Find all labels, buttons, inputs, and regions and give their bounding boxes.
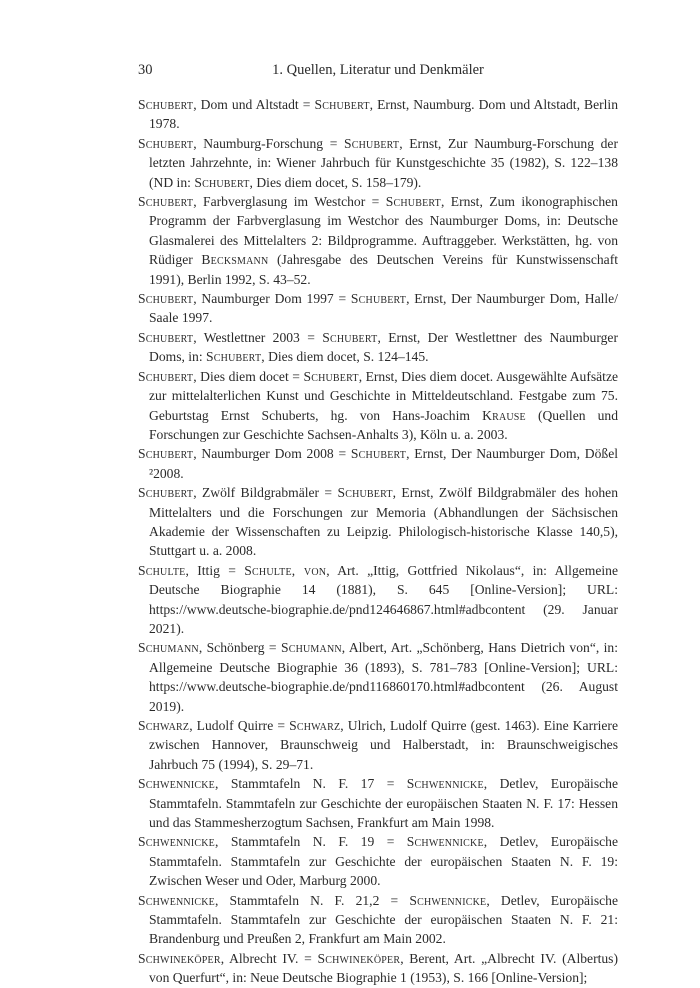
entry-text: , Ernst, Zur Naumburg-Forschung der letzten Jahrzehnte, in: Wiener Jahrbuch für Kunstgeschichte 35 (1982), S. 122–138 (ND in: (149, 135, 618, 190)
bibliography-entry (138, 949, 618, 988)
entry-text: , Zwölf Bildgrabmäler = (193, 485, 338, 501)
author-name: Schubert (138, 97, 194, 112)
entry-text: , Ulrich, Ludolf Quirre (gest. 1463). Eine Karriere zwischen Hannover, Braunschweig und Halberstadt, in: Braunschweigisches Jahrbuch 75 (1994), S. 29–71. (149, 718, 618, 772)
author-name: Schumann (280, 640, 342, 656)
author-name: Schulte (138, 562, 186, 578)
entry-text: , Ernst, Dies diem docet. Ausgewählte Aufsätze zur mittelalterlichen Kunst und Geschichte in Mitteldeutschland. Festgabe zum 75. Geburtstag Ernst Schuberts, hg. von Hans-Joachim (149, 368, 619, 423)
entry-text: , Ernst, Der Naumburger Dom, Halle/ Saale 1997. (149, 291, 618, 326)
author-name: Schubert (138, 485, 194, 501)
author-name: Schulte, von (244, 562, 327, 578)
entry-text: , Albrecht IV. = (220, 950, 318, 966)
author-name: Schubert (350, 446, 407, 462)
author-name: Schumann (138, 640, 199, 656)
bibliography-entry (138, 561, 618, 639)
entry-text: , Ernst, Der Naumburger Dom, Dößel ²2008. (149, 446, 619, 481)
entry-text: , Detlev, Europäische Stammtafeln. Stammtafeln zur Geschichte der europäischen Staaten N. F. 21: Brandenburg und Preußen 2, Frankfurt am Main 2002. (149, 892, 618, 947)
entry-text: (Jahresgabe des Deutschen Vereins für Kunstwissenschaft 1991), Berlin 1992, S. 43–52. (149, 252, 618, 287)
entry-text: , Ernst, Der Westlettner des Naumburger Doms, in: (149, 329, 618, 365)
author-name: Schubert (138, 446, 194, 462)
author-name: Schubert (350, 291, 407, 307)
author-name: Schubert (343, 135, 400, 151)
entry-text: , Albert, Art. „Schönberg, Hans Dietrich von“, in: Allgemeine Deutsche Biographie 36 (1893), S. 781–783 [Online-Version]; URL: https://www.deutsche-biographie.de/pnd116860170.html#adbcontent (26. August 2019). (149, 640, 618, 714)
entry-text: , Westlettner 2003 = (193, 329, 323, 345)
entry-text: , Farbverglasung im Westchor = (193, 194, 386, 210)
entry-text: , Ludolf Quirre = (189, 718, 290, 733)
entry-text: , Naumburger Dom 2008 = (193, 446, 351, 462)
entry-text: , Schönberg = (198, 640, 281, 656)
author-name: Schwineköper (138, 950, 221, 966)
author-name: Schubert (138, 329, 194, 345)
author-name: Becksmann (201, 252, 269, 268)
entry-text: , Dies diem docet, S. 158–179). (249, 174, 422, 190)
author-name: Schubert (303, 368, 359, 384)
author-name: Schubert (337, 485, 393, 501)
entry-text: , Stammtafeln N. F. 17 = (214, 776, 407, 792)
entry-text: , Art. „Ittig, Gottfried Nikolaus“, in: Allgemeine Deutsche Biographie 14 (1881), S. 645 [Online-Version]; URL: https://www.deutsche-biographie.de/pnd124646867.html#adbcontent (29. Januar 2021). (149, 562, 618, 636)
author-name: Schubert (194, 174, 250, 190)
page-header (138, 62, 618, 82)
author-name: Schubert (138, 291, 194, 307)
author-name: Schubert (314, 97, 370, 112)
bibliography-entry (138, 774, 618, 832)
entry-text: , Ernst, Naumburg. Dom und Altstadt, Berlin 1978. (149, 97, 619, 132)
entry-text: , Dom und Altstadt = (193, 97, 315, 112)
entry-text: , Detlev, Europäische Stammtafeln. Stammtafeln zur Geschichte der europäischen Staaten N. F. 19: Zwischen Weser und Oder, Marburg 2000. (149, 834, 618, 889)
entry-text: , Detlev, Europäische Stammtafeln. Stammtafeln zur Geschichte der europäischen Staaten N. F. 17: Hessen und das Stammesherzogtum Sachsen, Frankfurt am Main 1998. (149, 776, 618, 831)
entry-text: , Dies diem docet = (193, 368, 304, 384)
bibliography-entry (138, 367, 618, 445)
author-name: Krause (482, 407, 526, 423)
bibliography-entry (138, 192, 618, 289)
bibliography-entry (138, 289, 618, 328)
entry-text: , Ittig = (185, 562, 245, 578)
entry-text: , Dies diem docet, S. 124–145. (261, 349, 429, 365)
author-name: Schwarz (289, 718, 341, 733)
bibliography-entry (138, 328, 618, 367)
bibliography-entry (138, 832, 618, 890)
author-name: Schwennicke (409, 892, 487, 908)
author-name: Schubert (206, 349, 262, 365)
entry-text: (Quellen und Forschungen zur Geschichte Sachsen-Anhalts 3), Köln u. a. 2003. (149, 407, 619, 442)
entry-text: , Naumburger Dom 1997 = (193, 291, 351, 307)
entry-text: , Berent, Art. „Albrecht IV. (Albertus) von Querfurt“, in: Neue Deutsche Biographie 1 (1953), S. 166 [Online-Version]; (149, 950, 618, 986)
author-name: Schwineköper (317, 950, 401, 966)
author-name: Schubert (138, 368, 194, 384)
bibliography-entry (138, 891, 618, 949)
entry-text: , Ernst, Zum ikonographischen Programm der Farbverglasung im Westchor des Naumburger Doms, in: Deutsche Glasmalerei des Mittelalters 2: Bildprogramme. Auftraggeber. Werkstätten, hg. von Rüdiger (149, 194, 618, 268)
author-name: Schwarz (138, 718, 190, 733)
author-name: Schwennicke (406, 776, 484, 792)
entry-text: , Stammtafeln N. F. 19 = (214, 834, 407, 850)
page-number: 30 (138, 62, 153, 78)
bibliography-entry (138, 95, 618, 134)
bibliography-entry (138, 638, 618, 716)
bibliography-entry (138, 716, 618, 774)
running-title: 1. Quellen, Literatur und Denkmäler (272, 62, 484, 78)
bibliography-entry (138, 483, 618, 561)
author-name: Schubert (138, 135, 194, 151)
author-name: Schubert (138, 194, 194, 210)
author-name: Schwennicke (406, 834, 484, 850)
bibliography-list (138, 95, 618, 988)
bibliography-entry (138, 444, 618, 483)
author-name: Schubert (385, 194, 441, 210)
bibliography-entry (138, 134, 618, 192)
entry-text: , Ernst, Zwölf Bildgrabmäler des hohen Mittelalters und die Forschungen zur Memoria (Abhandlungen der Sächsischen Akademie der Wissenschaften zu Leipzig. Philologisch-historische Klasse 140,5), Stuttgart u. a. 2008. (149, 485, 618, 559)
entry-text: , Naumburg-Forschung = (193, 135, 344, 151)
author-name: Schwennicke (138, 834, 215, 850)
entry-text: , Stammtafeln N. F. 21,2 = (214, 892, 410, 908)
author-name: Schwennicke (138, 776, 215, 792)
author-name: Schwennicke (138, 892, 215, 908)
author-name: Schubert (322, 329, 378, 345)
